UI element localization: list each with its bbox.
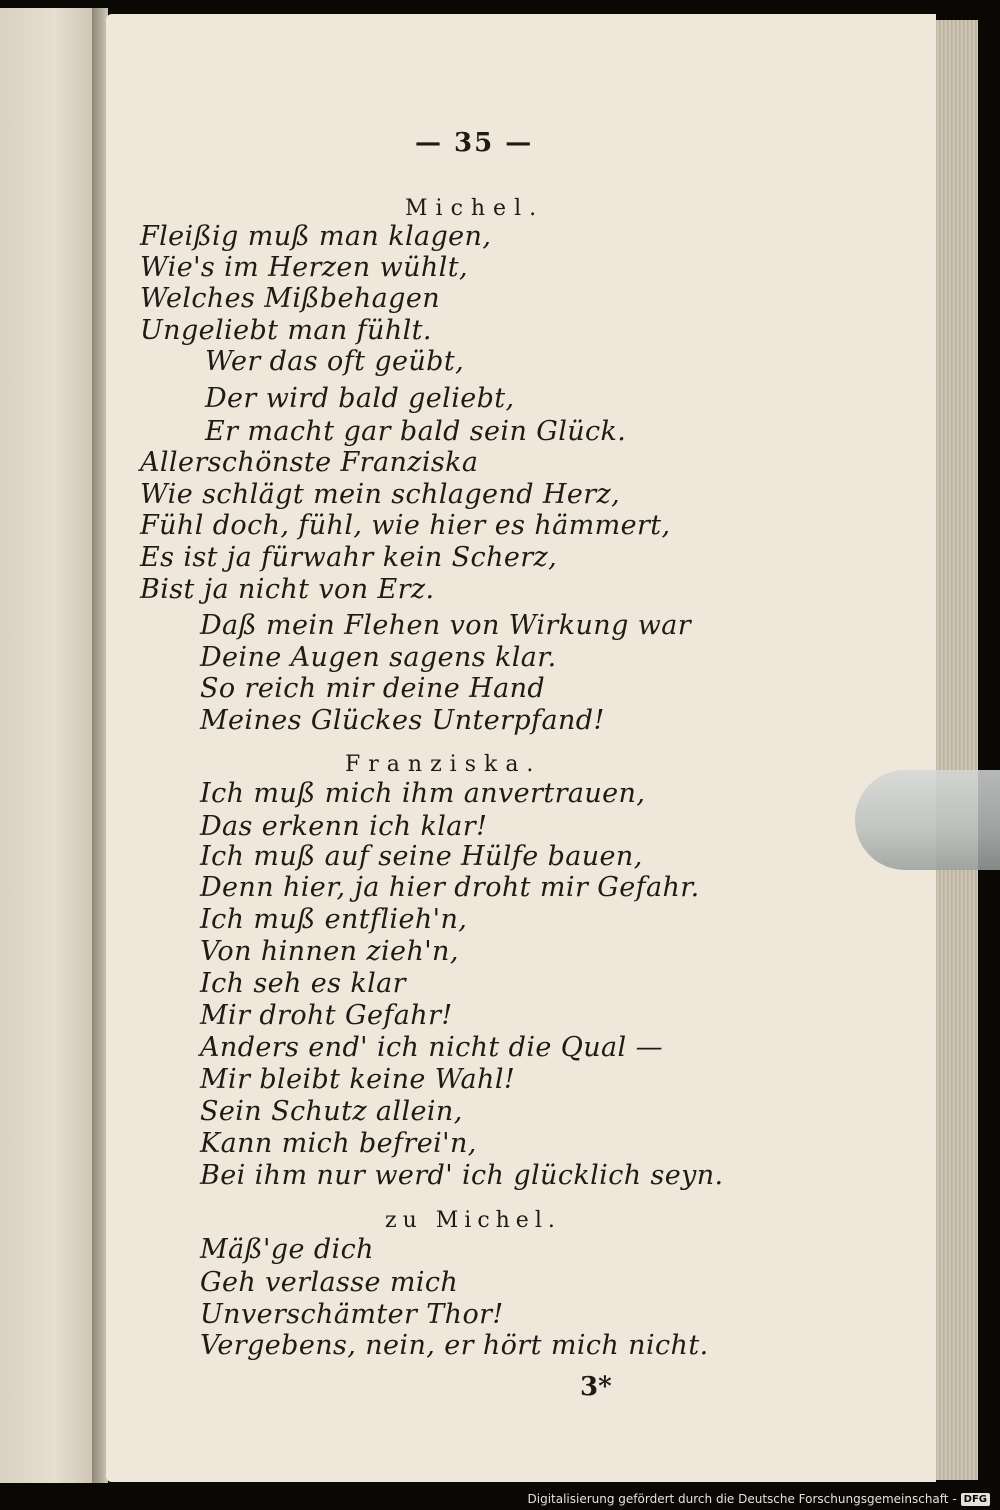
verse-line: Geh verlasse mich (200, 1267, 459, 1298)
verse-line: Fleißig muß man klagen, (140, 221, 492, 252)
verse-line: Wie schlägt mein schlagend Herz, (140, 479, 621, 510)
verse-line: Fühl doch, fühl, wie hier es hämmert, (140, 510, 671, 541)
verse-line: Es ist ja fürwahr kein Scherz, (140, 542, 558, 573)
verse-line: Der wird bald geliebt, (205, 383, 515, 414)
verse-line: Anders end' ich nicht die Qual — (200, 1032, 663, 1063)
verse-line: Kann mich befrei'n, (200, 1128, 477, 1159)
verse-line: Wer das oft geübt, (205, 346, 465, 377)
verse-line: Bist ja nicht von Erz. (140, 574, 435, 605)
signature-mark: 3* (580, 1372, 612, 1402)
verse-line: Vergebens, nein, er hört mich nicht. (200, 1330, 709, 1361)
verse-line: Daß mein Flehen von Wirkung war (200, 610, 692, 641)
verse-line: Das erkenn ich klar! (200, 811, 488, 842)
verse-line: Allerschönste Franziska (140, 447, 479, 478)
verse-line: Ich seh es klar (200, 968, 406, 999)
verse-line: Denn hier, ja hier droht mir Gefahr. (200, 872, 700, 903)
verse-line: Sein Schutz allein, (200, 1096, 463, 1127)
footer-text: Digitalisierung gefördert durch die Deutsche Forschungsgemeinschaft - (527, 1492, 957, 1506)
verse-line: Wie's im Herzen wühlt, (140, 252, 468, 283)
verse-line: Deine Augen sagens klar. (200, 642, 557, 673)
speaker-michel: Michel. (405, 196, 545, 221)
verse-line: Er macht gar bald sein Glück. (205, 416, 627, 447)
verse-line: Welches Mißbehagen (140, 283, 441, 314)
verse-line: Mir droht Gefahr! (200, 1000, 453, 1031)
verse-line: Mir bleibt keine Wahl! (200, 1064, 516, 1095)
verse-line: Unverschämter Thor! (200, 1299, 504, 1330)
page-number: — 35 — (415, 128, 534, 158)
verse-line: Mäß'ge dich (200, 1234, 374, 1265)
verse-line: Ungeliebt man fühlt. (140, 315, 432, 346)
footer-credit (528, 1492, 991, 1506)
speaker-franziska: Franziska. (345, 752, 542, 777)
verse-line: Ich muß entflieh'n, (200, 904, 468, 935)
verse-line: So reich mir deine Hand (200, 673, 546, 704)
verse-line: Meines Glückes Unterpfand! (200, 705, 605, 736)
speaker-zu-michel: zu Michel. (385, 1208, 561, 1233)
verse-line: Ich muß mich ihm anvertrauen, (200, 778, 646, 809)
verse-line: Von hinnen zieh'n, (200, 936, 459, 967)
verse-line: Ich muß auf seine Hülfe bauen, (200, 841, 643, 872)
verse-line: Bei ihm nur werd' ich glücklich seyn. (200, 1160, 724, 1191)
dfg-logo: DFG (961, 1493, 990, 1506)
